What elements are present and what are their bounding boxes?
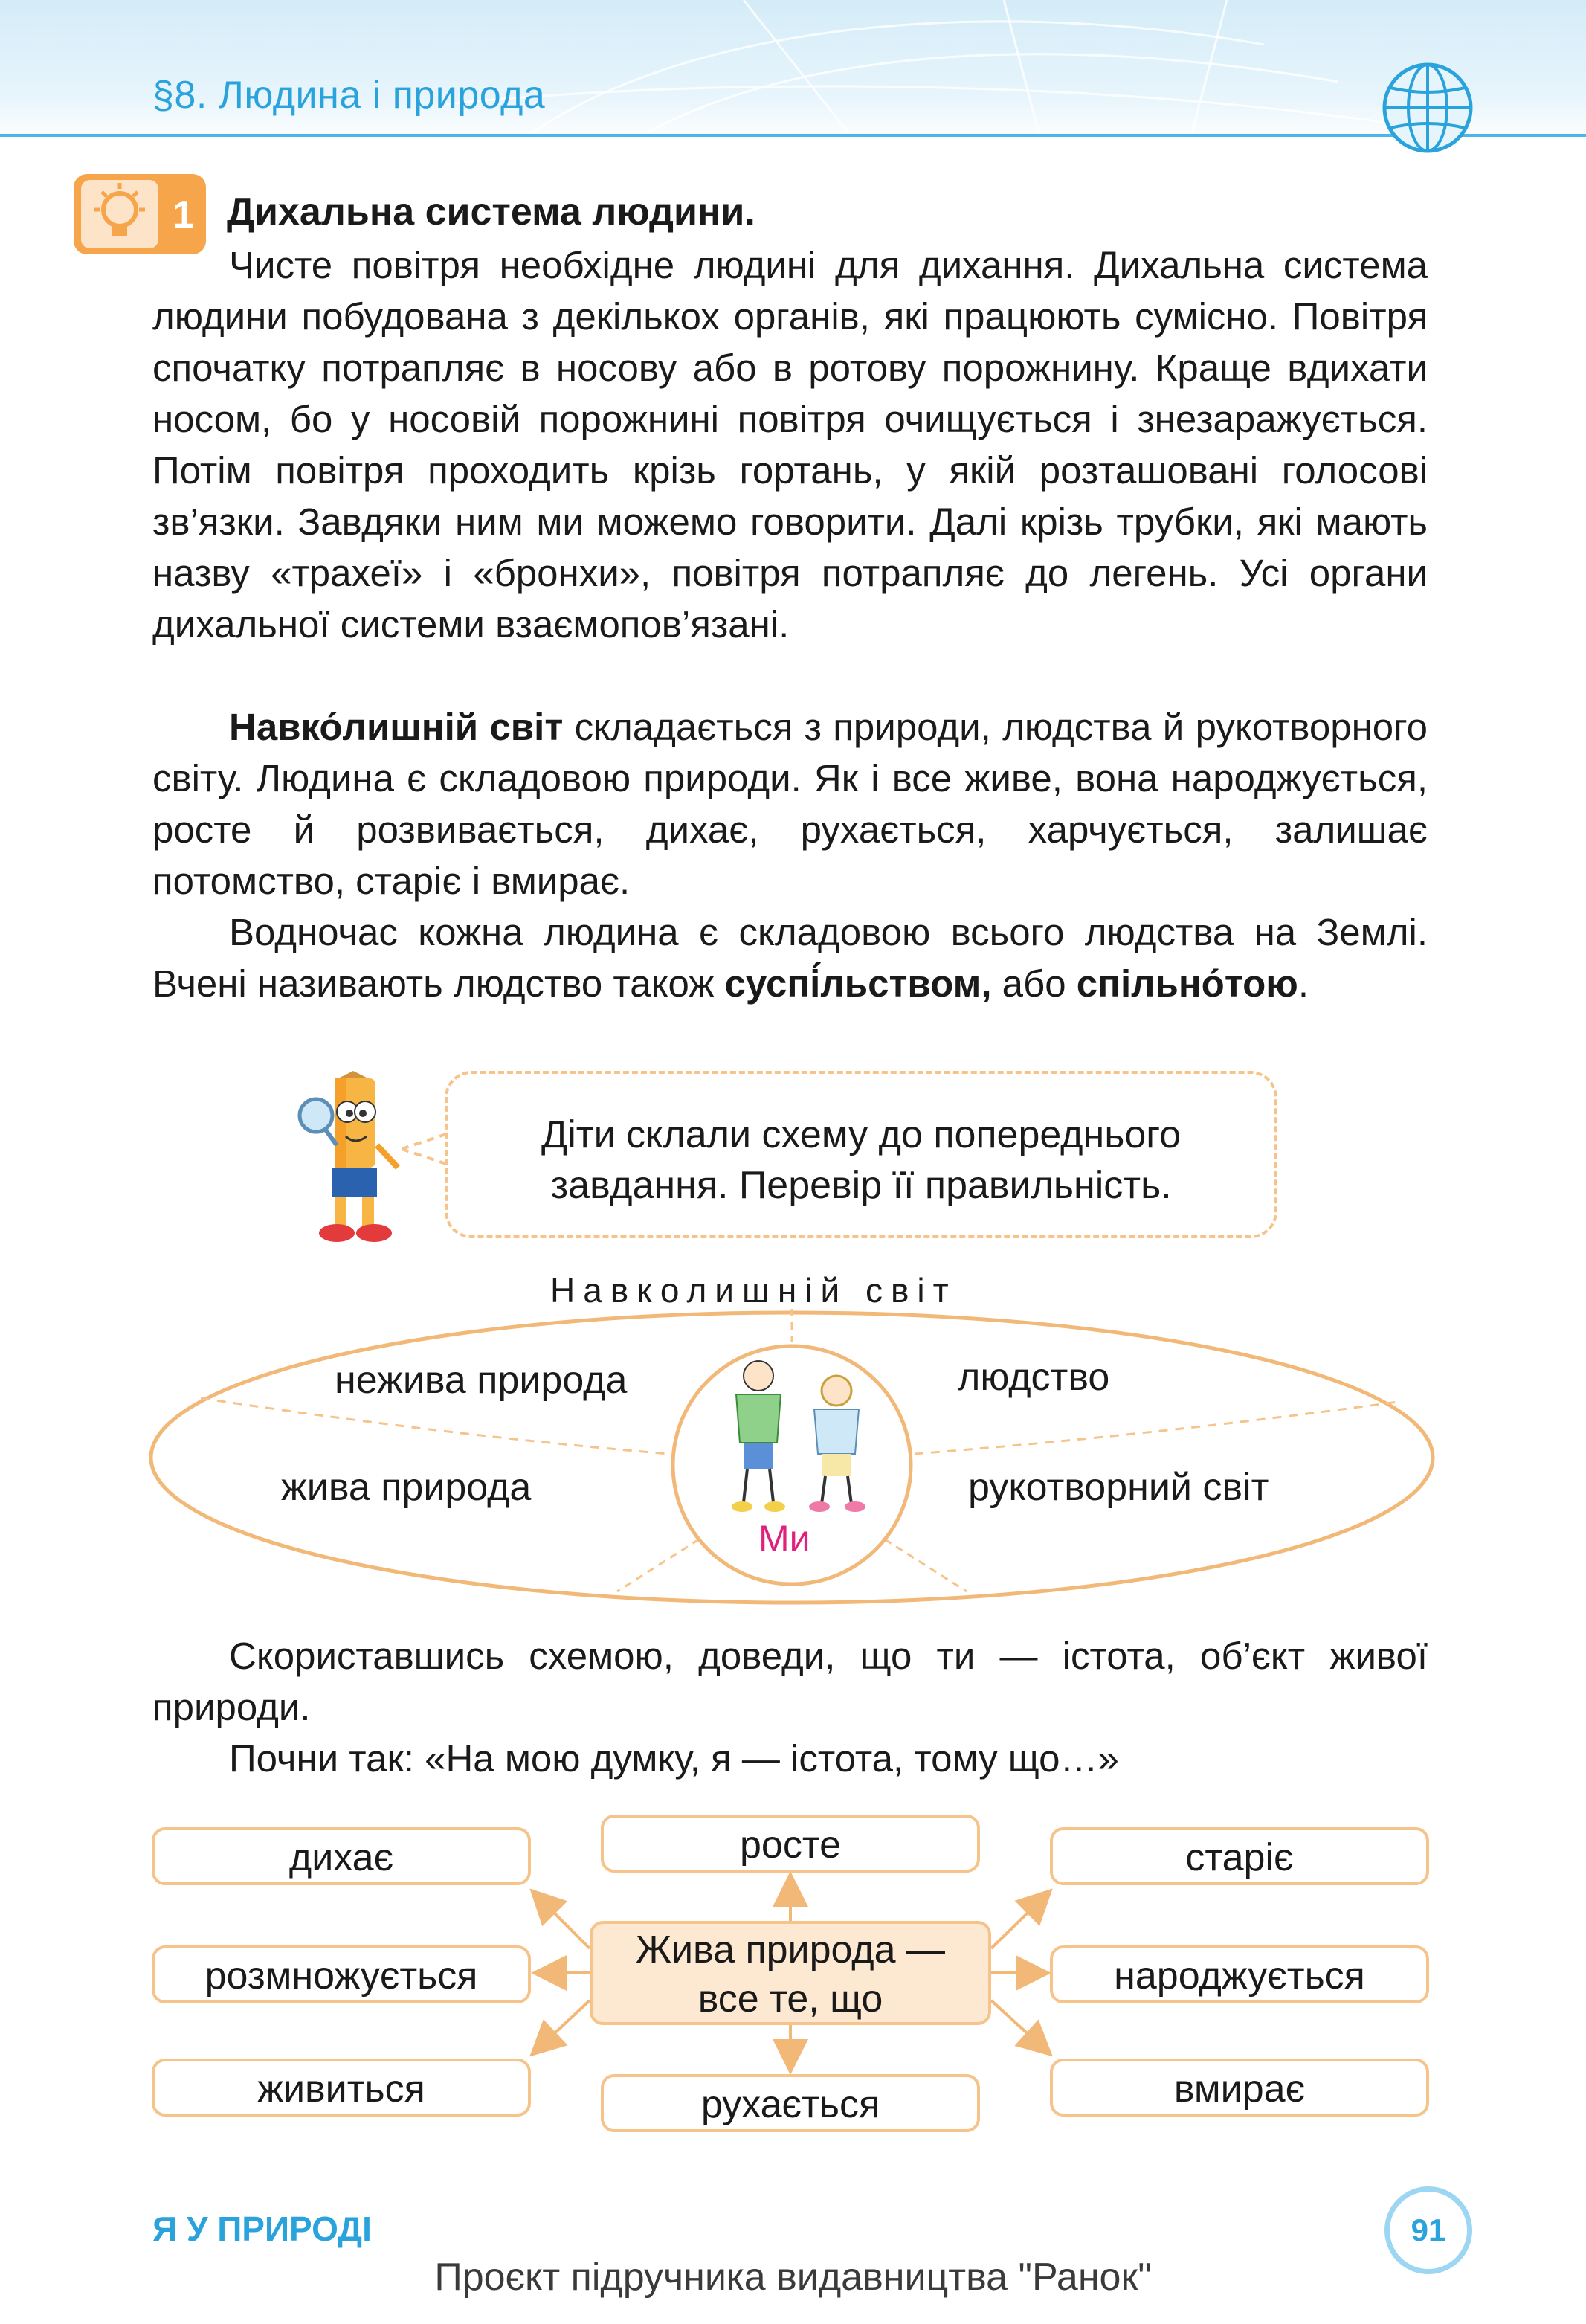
prompt-start-text: Почни так: «На мою думку, я — істота, тому що…» (229, 1737, 1119, 1780)
flow-item-reproduces: розмножується (152, 1945, 531, 2003)
paragraph-text: Чисте повітря необхідне людині для дихання. Дихальна система людини побудована з декількох органів, які працюють сумісно. Повітря спочатку потрапляє в носову або в ротову порожнину. Краще вдихати носом, бо у носовій порожнині повітря очищується і знезаражується. Потім повітря проходить крізь гортань, у якій розташовані голосові зв’язки. Завдяки ним ми можемо говорити. Далі крізь трубки, які мають назву «трахеї» і «бронхи», повітря потрапляє до легень. Усі органи дихальної системи взаємопов’язані. (152, 244, 1428, 646)
term-world: Навко́лишній світ (229, 706, 564, 748)
diagram-label-humanity: людство (958, 1356, 1110, 1399)
task-title: Дихальна система людини. (227, 190, 755, 234)
task-number: 1 (173, 193, 195, 236)
flow-center-line-1: Жива природа — (636, 1928, 945, 1971)
flow-item-ages: старіє (1050, 1827, 1429, 1885)
flow-item-breathes: дихає (152, 1827, 531, 1885)
paragraph-text: складається з природи, людства й рукотворного світу. Людина є складовою природи. Як і все живе, вона народжується, росте й розвивається, дихає, рухається, харчується, залишає потомство, старіє і вмирає. (152, 706, 1428, 902)
diagram-label-living: жива природа (281, 1466, 532, 1509)
paragraph-text: . (1298, 962, 1309, 1005)
term-society: суспі́льством, (724, 962, 992, 1005)
diagram-label-we: Ми (758, 1518, 810, 1559)
flow-item-grows: росте (601, 1815, 980, 1873)
flow-center-line-2: все те, що (697, 1977, 883, 2021)
term-community: спільно́тою (1076, 962, 1298, 1005)
flow-center-box (590, 1921, 991, 2025)
bubble-line-2: завдання. Перевір її правильність. (550, 1164, 1172, 1207)
footer-note: Проєкт підручника видавництва "Ранок" (434, 2256, 1152, 2299)
flow-item-is-born: народжується (1050, 1945, 1429, 2003)
section-title: §8. Людина і природа (152, 74, 546, 117)
diagram-label-manmade: рукотворний світ (968, 1466, 1269, 1509)
bubble-line-1: Діти склали схему до попереднього (541, 1113, 1181, 1156)
paragraph-text: Водночас кожна людина є складовою всього людства на Землі. Вчені називають людство також (152, 911, 1428, 1005)
diagram-label-nonliving: нежива природа (335, 1359, 628, 1402)
diagram-title: Навколишній світ (550, 1271, 957, 1310)
page-number: 91 (1384, 2186, 1472, 2274)
footer-section-title: Я У ПРИРОДІ (152, 2209, 372, 2248)
flow-item-moves: рухається (601, 2074, 980, 2132)
flow-item-dies: вмирає (1050, 2059, 1429, 2117)
flow-item-eats: живиться (152, 2059, 531, 2117)
paragraph-text: або (991, 962, 1077, 1005)
prompt-text: Скориставшись схемою, доведи, що ти — істота, об’єкт живої природи. (152, 1635, 1428, 1728)
